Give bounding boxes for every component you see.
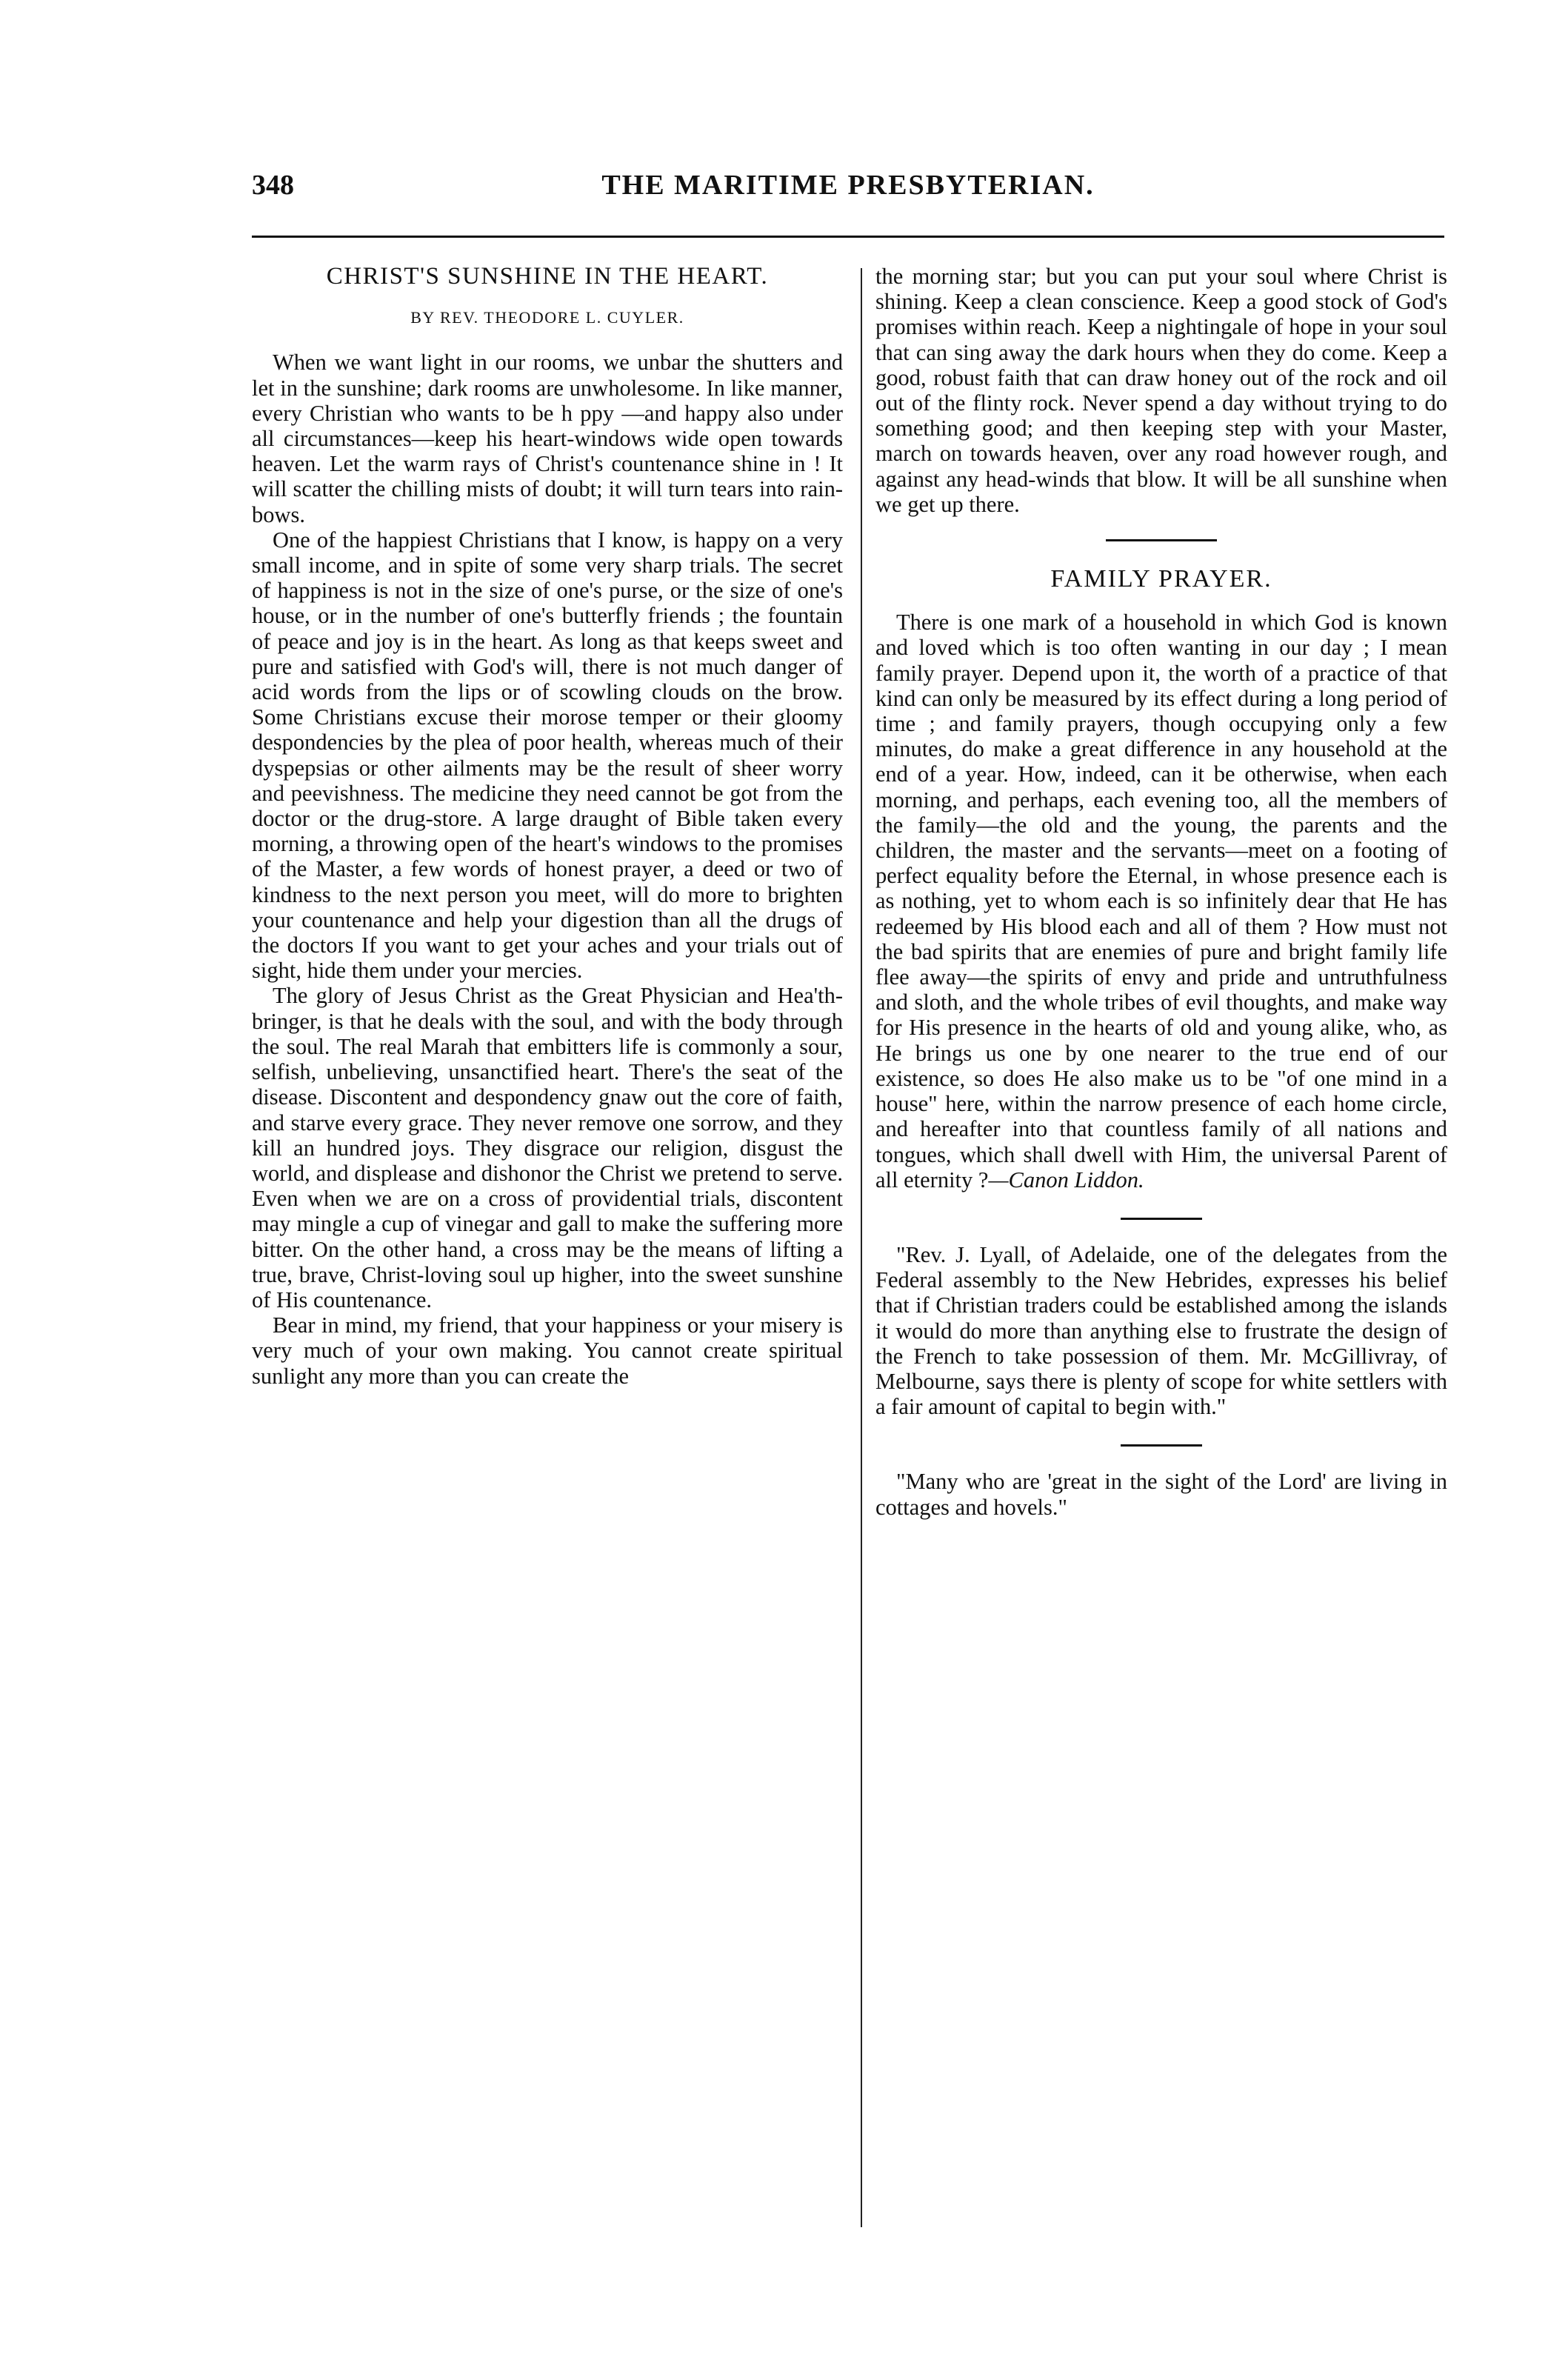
news-note-lyall: "Rev. J. Lyall, of Adelaide, one of the delegates from the Federal assembly to the New Hebrides, expresses his belief that if Christian traders could be established among the islands it would do more than anything else to frustrate the design of the French to take possession of them. Mr. McGillivray, of Melbourne, says there is plenty of scope for white settlers with a fair amount of capital to begin with."	[875, 1241, 1447, 1420]
family-prayer-text	[875, 610, 1447, 1192]
section-separator	[1106, 539, 1217, 541]
page-header	[252, 169, 1444, 213]
running-title: THE MARITIME PRESBYTERIAN.	[601, 170, 1095, 201]
article-byline: BY REV. THEODORE L. CUYLER.	[410, 308, 684, 327]
section-separator	[1121, 1444, 1202, 1447]
family-prayer-attribution: —Canon Liddon.	[988, 1167, 1144, 1192]
page-number: 348	[252, 170, 294, 201]
article-continuation: the morning star; but you can put your soul where Christ is shining. Keep a clean conscience. Keep a good stock of God's promises within reach. Keep a nightingale of hope in your soul that can sing away the dark hours when they do come. Keep a good, robust faith that can draw honey out of the rock and oil out of the flinty rock. Never spend a day without trying to do something good; and then keeping step with your Master, march on towards heaven, over any road however rough, and against any head-winds that blow. It will be all sunshine when we get up there.	[875, 264, 1447, 517]
article-title-sunshine: CHRIST'S SUNSHINE IN THE HEART.	[326, 263, 769, 290]
article-paragraph: The glory of Jesus Christ as the Great Physician and Hea'th-bringer, is that he deals with the soul, and with the body through the soul. The real Marah that embitters life is commonly a sour, selfish, unbelieving, unsanctified heart. There's the seat of the disease. Discontent and despondency gnaw out the core of faith, and starve every grace. They never remove one sorrow, and they kill an hundred joys. They disgrace our religion, disgust the world, and displease and dishonor the Christ we pretend to serve. Even when we are on a cross of providential trials, discontent may mingle a cup of vinegar and gall to make the suffering more bitter. On the other hand, a cross may be the means of lifting a true, brave, Christ-loving soul up higher, into the sweet sunshine of His countenance.	[252, 983, 843, 1312]
quote-note: "Many who are 'great in the sight of the Lord' are living in cottages and hovels."	[875, 1469, 1447, 1520]
family-prayer-body: There is one mark of a household in which God is known and loved which is too often wanting in our day ; I mean family prayer. Depend upon it, the worth of a practice of that kind can only be measured by its effect during a long period of time ; and family prayers, though occupying only a few minutes, do make a great difference in any household at the end of a year. How, indeed, can it be otherwise, when each morning, and perhaps, each evening too, all the members of the family—the old and the young, the parents and the children, the master and the servants—meet on a footing of perfect equality before the Eternal, in whose presence each is as nothing, yet to whom each is so infinitely dear that He has redeemed by His blood each and all of them ? How must not the bad spirits that are enemies of pure and bright family life flee away—the spirits of envy and pride and untruthfulness and sloth, and the whole tribes of evil thoughts, and make way for His presence in the hearts of old and young alike, who, as He brings us one by one nearer to the true end of our existence, so does He also make us to be "of one mind in a house" here, within the narrow presence of each home circle, and hereafter into that countless family of all nations and tongues, which shall dwell with Him, the universal Parent of all eternity ?	[875, 610, 1447, 1192]
article-title-family-prayer: FAMILY PRAYER.	[1050, 565, 1272, 593]
article-paragraph: When we want light in our rooms, we unbar the shutters and let in the sunshine; dark rooms are unwholesome. In like manner, every Christian who wants to be h ppy —and happy also under all circumstances—keep his heart-windows wide open towards heaven. Let the warm rays of Christ's countenance shine in ! It will scatter the chilling mists of doubt; it will turn tears into rain-bows.	[252, 350, 843, 527]
left-column	[252, 264, 843, 1389]
section-separator	[1121, 1218, 1202, 1220]
article-paragraph: One of the happiest Christians that I know, is happy on a very small income, and in spite of some very sharp trials. The secret of happiness is not in the size of one's purse, or the size of one's house, or in the number of one's butterfly friends ; the fountain of peace and joy is in the heart. As long as that keeps sweet and pure and satisfied with God's will, there is not much danger of acid words from the lips or of scowling clouds on the brow. Some Christians excuse their morose temper or their gloomy despondencies by the plea of poor health, whereas much of their dyspepsias or other ailments may be the result of sheer worry and peevishness. The medicine they need cannot be got from the doctor or the drug-store. A large draught of Bible taken every morning, a throwing open of the heart's windows to the promises of the Master, a few words of honest prayer, a deed or two of kindness to the next person you meet, will do more to brighten your countenance and help your digestion than all the drugs of the doctors If you want to get your aches and your trials out of sight, hide them under your mercies.	[252, 527, 843, 984]
right-column	[875, 264, 1447, 1520]
column-divider	[861, 268, 862, 2227]
article-paragraph: Bear in mind, my friend, that your happiness or your misery is very much of your own making. You cannot create spiritual sunlight any more than you can create the	[252, 1312, 843, 1389]
header-rule	[252, 236, 1444, 238]
